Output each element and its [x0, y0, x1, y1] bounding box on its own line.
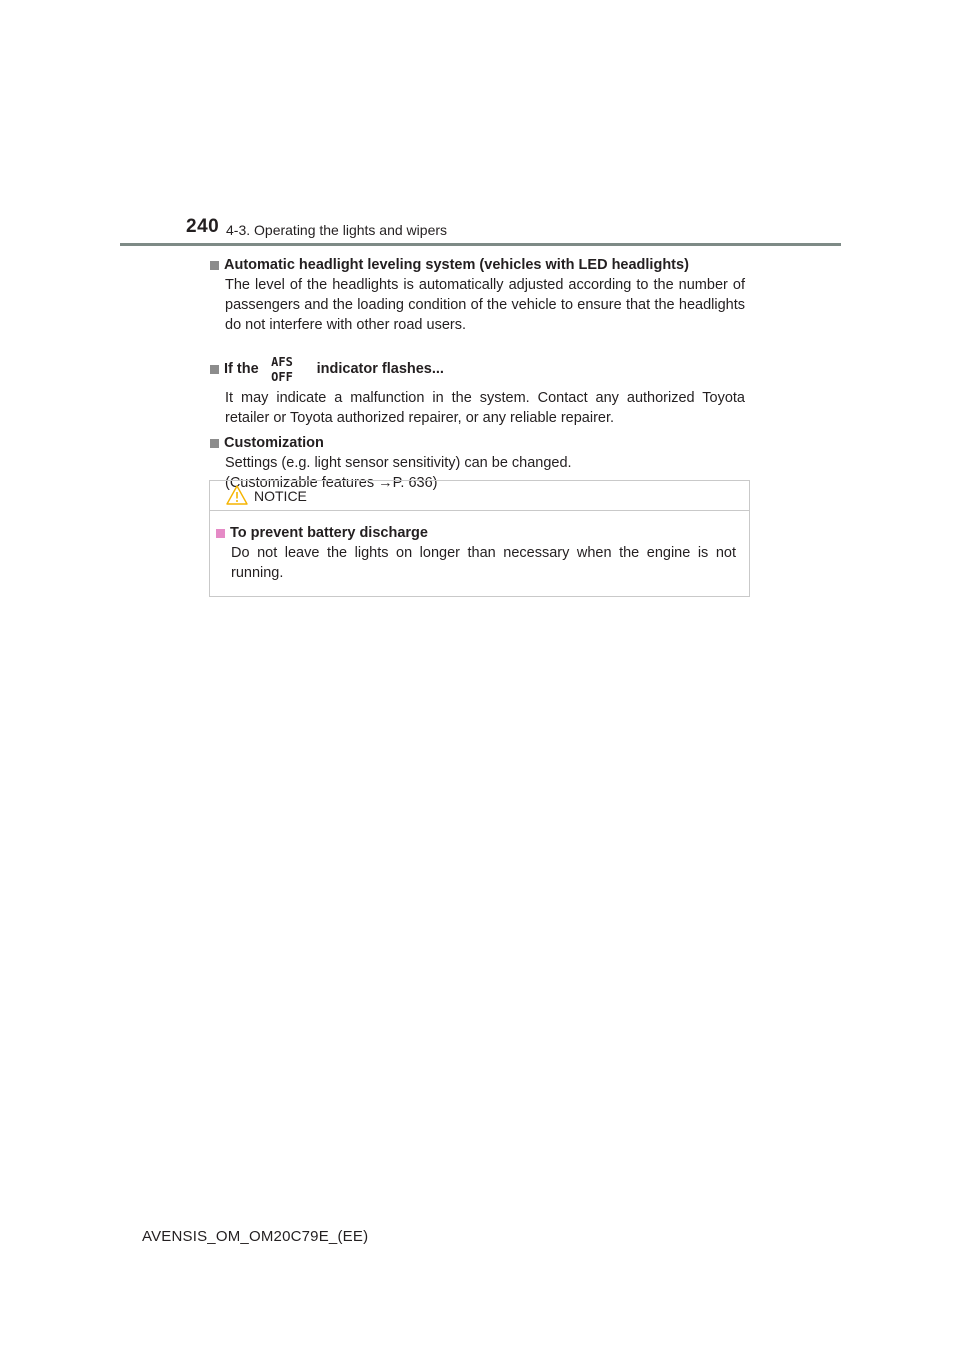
square-bullet-icon — [210, 365, 219, 374]
notice-header — [210, 481, 749, 511]
subsection-body-crossref: (Customizable features →P. 636) — [225, 475, 438, 491]
section-title: 4-3. Operating the lights and wipers — [226, 222, 448, 238]
notice-box — [209, 480, 750, 597]
square-bullet-icon — [210, 261, 219, 270]
square-bullet-icon — [210, 439, 219, 448]
header-rule — [120, 243, 841, 246]
notice-body — [210, 511, 749, 583]
subsection-title-after: indicator flashes... — [316, 361, 444, 377]
afs-off-icon — [269, 354, 295, 384]
subsection-title: Customization — [224, 435, 324, 451]
notice-item-heading — [216, 523, 741, 543]
subsection-body: The level of the headlights is automatically adjusted according to the number of passengers and the loading condition of the vehicle to ensure that the headlights do not interfere with other road users. — [225, 277, 745, 333]
notice-item-body: Do not leave the lights on longer than necessary when the engine is not running. — [231, 545, 736, 581]
subsection-heading — [210, 354, 750, 384]
notice-title: NOTICE — [254, 488, 307, 504]
page-number: 240 — [186, 216, 220, 237]
subsection-heading — [210, 255, 750, 275]
page-header — [186, 214, 746, 244]
afs-icon-bottom-text: OFF — [270, 370, 293, 384]
subsection-title: Automatic headlight leveling system (vehicles with LED headlights) — [224, 257, 689, 273]
subsection-headlight-leveling — [210, 255, 750, 335]
subsection-afs-indicator — [210, 354, 750, 428]
subsection-heading — [210, 433, 750, 453]
afs-icon-top-text: AFS — [270, 355, 293, 369]
subsection-body: It may indicate a malfunction in the system. Contact any authorized Toyota retailer or Toyota authorized repairer, or any reliable repairer. — [225, 390, 745, 426]
subsection-body-line: Settings (e.g. light sensor sensitivity) can be changed. — [225, 455, 572, 471]
square-bullet-icon — [216, 529, 225, 538]
warning-triangle-icon — [226, 485, 248, 505]
subsection-title-before: If the — [224, 361, 259, 377]
notice-item-title: To prevent battery discharge — [230, 525, 428, 541]
document-code: AVENSIS_OM_OM20C79E_(EE) — [142, 1228, 369, 1245]
main-content — [210, 255, 750, 498]
